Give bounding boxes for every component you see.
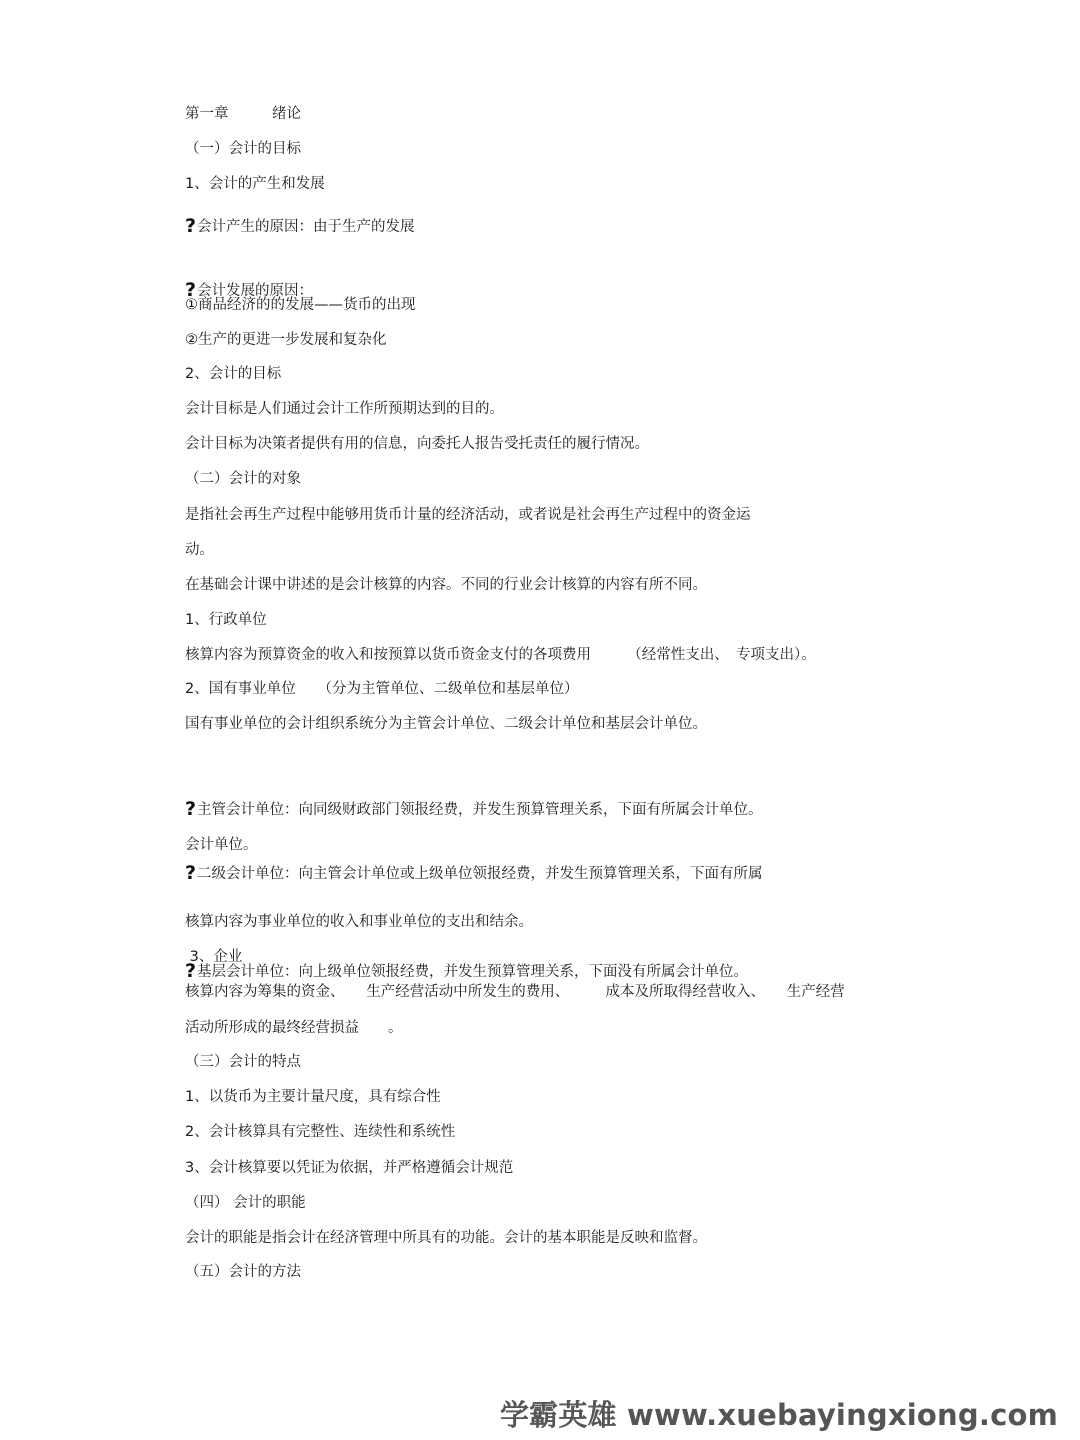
paragraph: 会计目标为决策者提供有用的信息，向委托人报告受托责任的履行情况。 bbox=[185, 436, 649, 452]
list-item: ②生产的更进一步发展和复杂化 bbox=[185, 332, 387, 348]
list-item: 2、会计核算具有完整性、连续性和系统性 bbox=[185, 1124, 456, 1140]
chapter-title: 第一章 绪论 bbox=[185, 106, 301, 122]
bullet-icon: ? bbox=[185, 798, 197, 820]
bullet-text: 会计发展的原因： bbox=[197, 283, 314, 299]
subsection-heading: 2、国有事业单位 （分为主管单位、二级单位和基层单位） bbox=[185, 681, 579, 697]
paragraph: 在基础会计课中讲述的是会计核算的内容。不同的行业会计核算的内容有所不同。 bbox=[185, 577, 707, 593]
paragraph: 会计目标是人们通过会计工作所预期达到的目的。 bbox=[185, 401, 504, 417]
list-item: 3、会计核算要以凭证为依据，并严格遵循会计规范 bbox=[185, 1160, 514, 1176]
section-heading: （三）会计的特点 bbox=[185, 1054, 301, 1070]
subsection-heading: 1、行政单位 bbox=[185, 612, 267, 628]
section-heading: （二）会计的对象 bbox=[185, 471, 301, 487]
bullet-text: 基层会计单位：向上级单位领报经费，并发生预算管理关系，下面没有所属会计单位。 bbox=[197, 964, 749, 980]
bullet-icon: ? bbox=[185, 279, 197, 301]
list-item: ①商品经济的的发展——货币的出现 bbox=[185, 297, 416, 313]
bullet-paragraph bbox=[185, 961, 1080, 982]
subsection-heading: 1、会计的产生和发展 bbox=[185, 176, 325, 192]
paragraph: 活动所形成的最终经营损益 。 bbox=[185, 1020, 403, 1036]
paragraph: 会计的职能是指会计在经济管理中所具有的功能。会计的基本职能是反映和监督。 bbox=[185, 1230, 707, 1246]
section-heading: （五）会计的方法 bbox=[185, 1264, 301, 1280]
bullet-paragraph bbox=[185, 863, 1080, 884]
paragraph: 国有事业单位的会计组织系统分为主管会计单位、二级会计单位和基层会计单位。 bbox=[185, 716, 707, 732]
bullet-text: 主管会计单位：向同级财政部门领报经费，并发生预算管理关系，下面有所属会计单位。 bbox=[197, 802, 763, 818]
paragraph: 核算内容为筹集的资金、 生产经营活动中所发生的费用、 成本及所取得经营收入、 生产经营 bbox=[185, 984, 845, 1000]
list-item: 1、以货币为主要计量尺度，具有综合性 bbox=[185, 1089, 441, 1105]
bullet-paragraph bbox=[185, 216, 1080, 237]
watermark: 学霸英雄 www.xuebayingxiong.com bbox=[499, 1398, 1058, 1432]
subsection-heading: 3、企业 bbox=[185, 949, 243, 965]
bullet-text: 二级会计单位：向主管会计单位或上级单位领报经费，并发生预算管理关系，下面有所属 bbox=[197, 866, 763, 882]
section-heading: （一）会计的目标 bbox=[185, 141, 301, 157]
paragraph: 核算内容为预算资金的收入和按预算以货币资金支付的各项费用 （经常性支出、 专项支出）。 bbox=[185, 647, 816, 663]
paragraph: 动。 bbox=[185, 542, 214, 558]
bullet-text: 会计产生的原因：由于生产的发展 bbox=[197, 219, 415, 235]
bullet-paragraph bbox=[185, 799, 1080, 820]
bullet-icon: ? bbox=[185, 215, 197, 237]
bullet-icon: ? bbox=[185, 960, 197, 982]
paragraph: 核算内容为事业单位的收入和事业单位的支出和结余。 bbox=[185, 914, 533, 930]
bullet-icon: ? bbox=[185, 862, 197, 884]
section-heading: （四） 会计的职能 bbox=[185, 1195, 306, 1211]
paragraph: 会计单位。 bbox=[185, 837, 258, 853]
subsection-heading: 2、会计的目标 bbox=[185, 366, 282, 382]
paragraph: 是指社会再生产过程中能够用货币计量的经济活动，或者说是社会再生产过程中的资金运 bbox=[185, 507, 751, 523]
